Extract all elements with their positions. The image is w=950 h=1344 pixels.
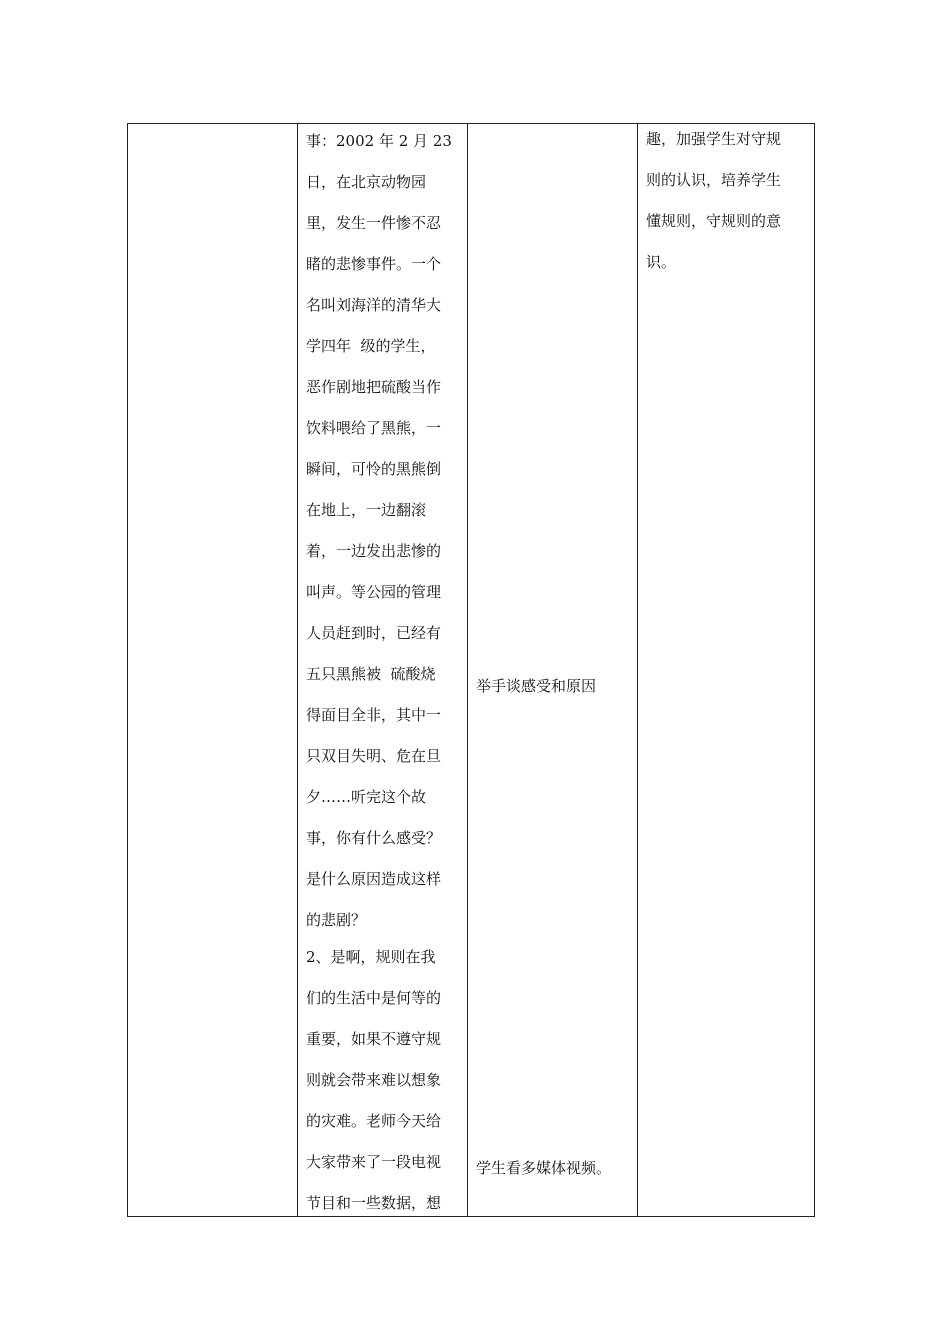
text-line: 则的认识，培养学生 xyxy=(646,171,782,189)
text-line: 五只黑熊被 硫酸烧 xyxy=(306,665,436,683)
text-line: 着，一边发出悲惨的 xyxy=(306,542,442,560)
student-activity-column xyxy=(467,124,637,1216)
text-line: 则就会带来难以想象 xyxy=(306,1071,442,1089)
text-line: 2、是啊，规则在我 xyxy=(306,948,436,966)
text-line: 懂规则，守规则的意 xyxy=(646,212,782,230)
lesson-plan-table xyxy=(127,123,815,1217)
text-line: 们的生活中是何等的 xyxy=(306,989,442,1007)
text-line: 里，发生一件惨不忍 xyxy=(306,214,442,232)
text-line: 饮料喂给了黑熊，一 xyxy=(306,419,442,437)
text-line: 日，在北京动物园 xyxy=(306,173,427,191)
text-line: 睹的悲惨事件。一个 xyxy=(306,255,442,273)
text-line: 是什么原因造成这样 xyxy=(306,870,442,888)
text-line: 趣，加强学生对守规 xyxy=(646,130,782,148)
student-activity-text: 举手谈感受和原因 xyxy=(476,677,597,695)
text-line: 恶作剧地把硫酸当作 xyxy=(306,378,442,396)
text-line: 在地上，一边翻滚 xyxy=(306,501,427,519)
text-line: 的悲剧？ xyxy=(306,911,367,929)
text-line: 识。 xyxy=(646,253,677,271)
text-line: 叫声。等公园的管理 xyxy=(306,583,442,601)
text-line: 事，你有什么感受？ xyxy=(306,829,442,847)
text-line: 的灾难。老师今天给 xyxy=(306,1112,442,1130)
teacher-activity-column xyxy=(297,124,467,1216)
student-activity-text: 学生看多媒体视频。 xyxy=(476,1159,612,1177)
text-line: 只双目失明、危在旦 xyxy=(306,747,442,765)
text-line: 瞬间，可怜的黑熊倒 xyxy=(306,460,442,478)
design-intent-column xyxy=(637,124,816,1216)
text-line: 事：2002 年 2 月 23 xyxy=(306,132,452,150)
text-line: 人员赶到时，已经有 xyxy=(306,624,442,642)
text-line: 大家带来了一段电视 xyxy=(306,1153,442,1171)
text-line: 学四年 级的学生， xyxy=(306,337,436,355)
text-line: 夕……听完这个故 xyxy=(306,788,427,806)
text-line: 重要，如果不遵守规 xyxy=(306,1030,442,1048)
text-line: 节目和一些数据，想 xyxy=(306,1194,442,1212)
text-line: 名叫刘海洋的清华大 xyxy=(306,296,442,314)
stage-column xyxy=(128,124,297,1216)
text-line: 得面目全非，其中一 xyxy=(306,706,442,724)
